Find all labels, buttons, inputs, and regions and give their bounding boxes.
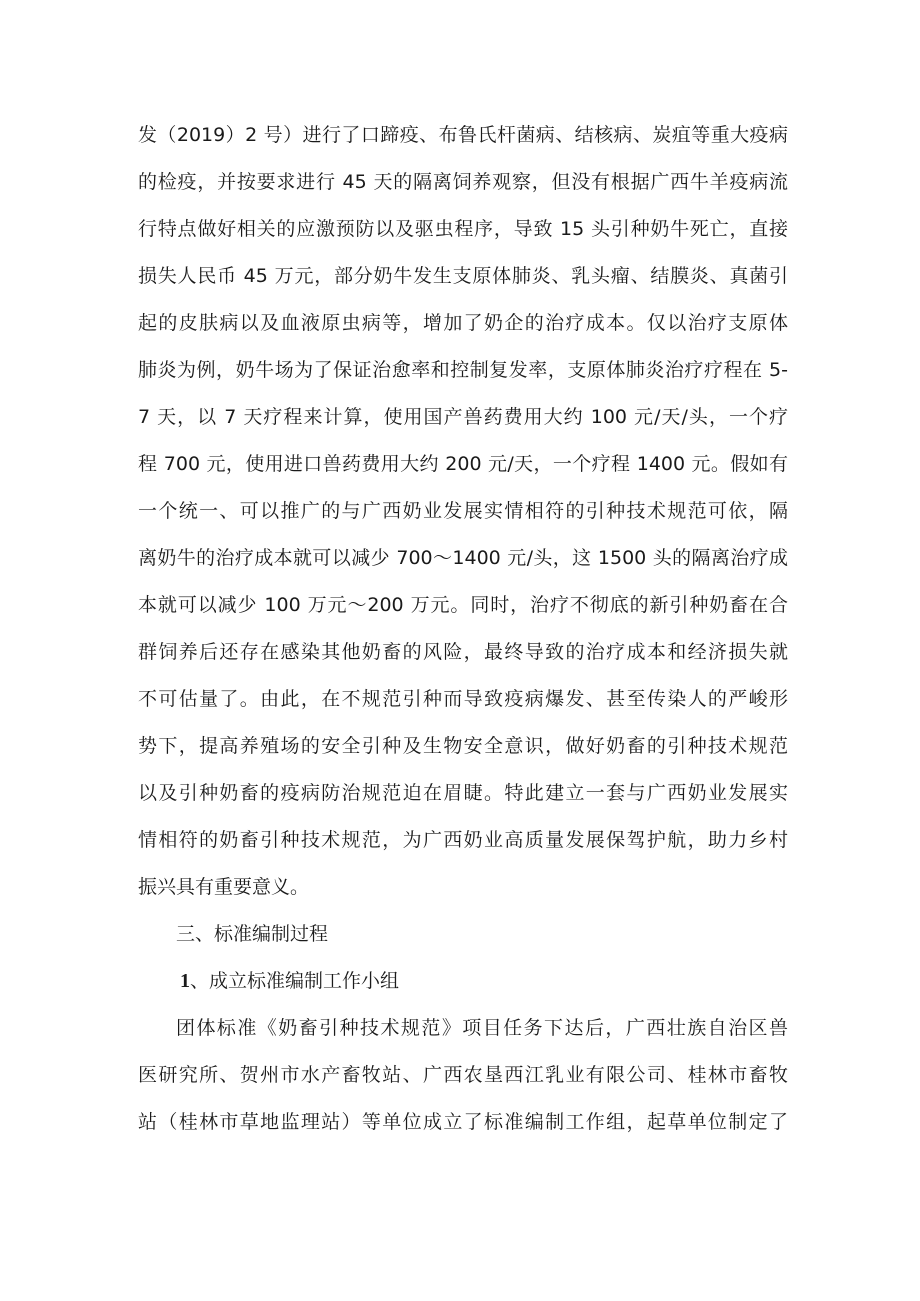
document-body (138, 112, 788, 1146)
paragraph-line: 一个统一、可以推广的与广西奶业发展实情相符的引种技术规范可依，隔 (138, 500, 788, 522)
paragraph-line: 振兴具有重要意义。 (138, 876, 310, 898)
subsection-title: 、成立标准编制工作小组 (190, 970, 400, 992)
paragraph-process (138, 1005, 788, 1146)
subsection-number: 1 (180, 970, 190, 992)
subsection-heading (138, 958, 788, 1005)
paragraph-line: 7 天，以 7 天疗程来计算，使用国产兽药费用大约 100 元/天/头，一个疗 (138, 406, 788, 428)
paragraph-line: 群饲养后还存在感染其他奶畜的风险，最终导致的治疗成本和经济损失就 (138, 641, 788, 663)
paragraph-line: 行特点做好相关的应激预防以及驱虫程序，导致 15 头引种奶牛死亡，直接 (138, 218, 788, 240)
paragraph-line: 程 700 元，使用进口兽药费用大约 200 元/天，一个疗程 1400 元。假如有 (138, 453, 788, 475)
paragraph-line: 势下，提高养殖场的安全引种及生物安全意识，做好奶畜的引种技术规范 (138, 735, 788, 757)
paragraph-line: 医研究所、贺州市水产畜牧站、广西农垦西江乳业有限公司、桂林市畜牧 (138, 1064, 788, 1086)
paragraph-line: 离奶牛的治疗成本就可以减少 700～1400 元/头，这 1500 头的隔离治疗成 (138, 547, 788, 569)
paragraph-line: 损失人民币 45 万元，部分奶牛发生支原体肺炎、乳头瘤、结膜炎、真菌引 (138, 265, 788, 287)
paragraph-line: 站（桂林市草地监理站）等单位成立了标准编制工作组，起草单位制定了 (138, 1111, 788, 1133)
paragraph-line: 本就可以减少 100 万元～200 万元。同时，治疗不彻底的新引种奶畜在合 (138, 594, 788, 616)
paragraph-line: 肺炎为例，奶牛场为了保证治愈率和控制复发率，支原体肺炎治疗疗程在 5- (138, 359, 788, 381)
section-heading: 三、标准编制过程 (176, 923, 329, 945)
paragraph-line: 团体标准《奶畜引种技术规范》项目任务下达后，广西壮族自治区兽 (176, 1017, 788, 1039)
paragraph-line: 起的皮肤病以及血液原虫病等，增加了奶企的治疗成本。仅以治疗支原体 (138, 312, 788, 334)
paragraph-line: 发（2019）2 号）进行了口蹄疫、布鲁氏杆菌病、结核病、炭疽等重大疫病 (138, 124, 788, 146)
paragraph-line: 以及引种奶畜的疫病防治规范迫在眉睫。特此建立一套与广西奶业发展实 (138, 782, 788, 804)
paragraph-line: 情相符的奶畜引种技术规范，为广西奶业高质量发展保驾护航，助力乡村 (138, 829, 788, 851)
paragraph-line: 不可估量了。由此，在不规范引种而导致疫病爆发、甚至传染人的严峻形 (138, 688, 788, 710)
paragraph-background (138, 112, 788, 911)
paragraph-line: 的检疫，并按要求进行 45 天的隔离饲养观察，但没有根据广西牛羊疫病流 (138, 171, 788, 193)
